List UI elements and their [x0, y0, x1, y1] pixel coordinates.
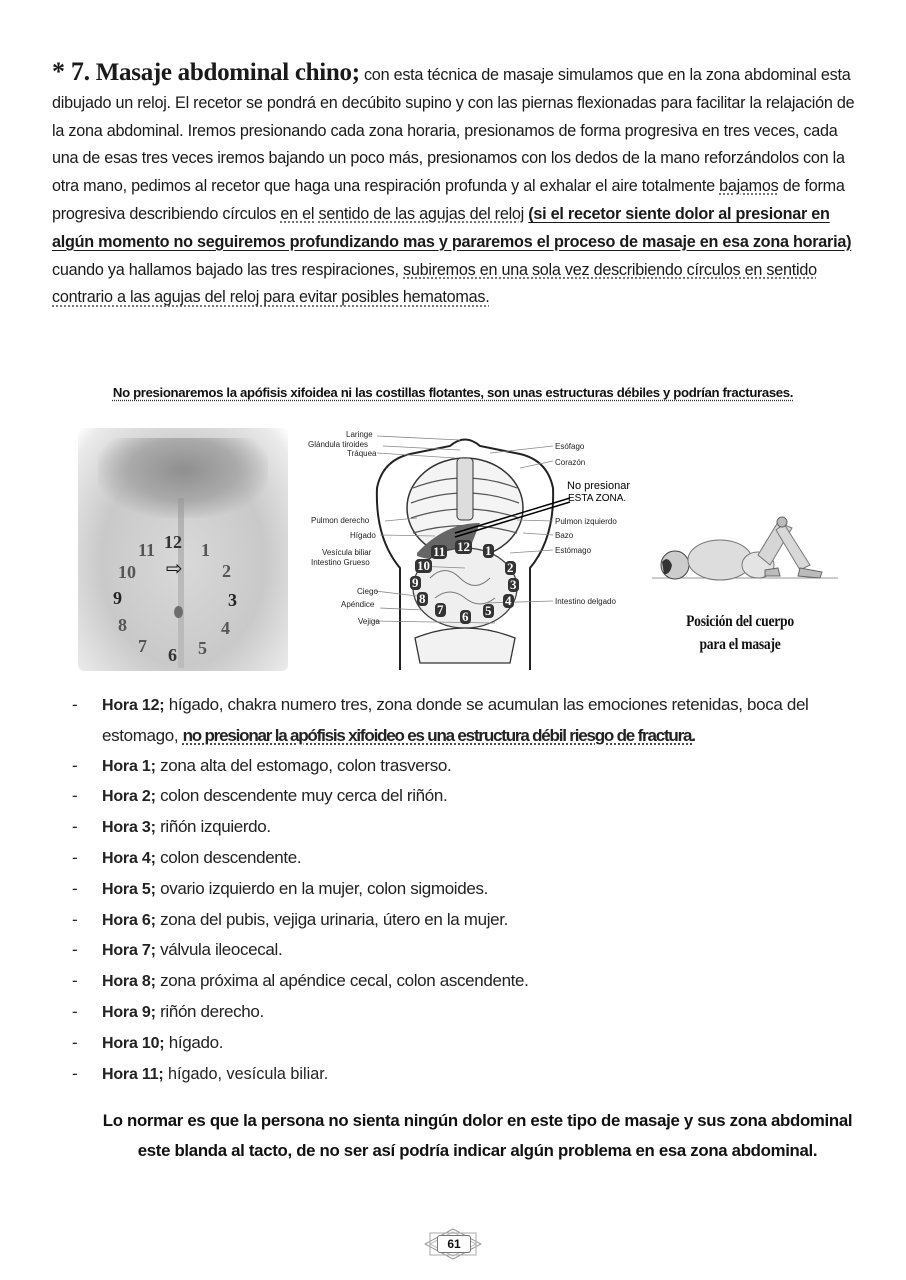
bullet-dash: - [72, 940, 78, 960]
hour-description: colon descendente muy cerca del riñón. [155, 786, 448, 806]
hour-description: ovario izquierdo en la mujer, colon sigmoides. [155, 878, 488, 898]
hour-warning: no presionar la apófisis xifoideo es una estructura débil riesgo de fractura. [182, 725, 695, 745]
intro-paragraph [52, 58, 862, 312]
hour-description: colon descendente. [155, 847, 302, 867]
anatomy-label: Bazo [555, 531, 574, 540]
anatomy-label: Glándula tiroides [308, 440, 369, 449]
bullet-dash: - [72, 786, 78, 806]
anatomy-label: Pulmon derecho [311, 516, 370, 525]
hour-label: Hora 9; [102, 1003, 156, 1021]
body-position-image [650, 510, 840, 595]
hour-label: Hora 12; [102, 697, 165, 714]
anatomy-clock-number: 12 [457, 539, 470, 554]
clock-number: 11 [138, 540, 156, 560]
anatomy-label: Laringe [346, 430, 373, 439]
intro-dotted-text: bajamos [719, 177, 779, 196]
clockwise-arrow-icon: ⇨ [166, 556, 183, 580]
list-item-hora-12 [72, 690, 862, 751]
intro-text: con esta técnica de masaje simulamos que en la zona abdominal esta dibujado un reloj. El recetor se pondrá en decúbito supino y con las piernas flexionadas para facilitar la relajación de la zona abdominal. Iremos presionando cada zona horaria, presionamos de forma progresiva en tres veces, cada una de esas tres veces iremos bajando un poco más, presionamos con los dedos de la mano reforzándolos con la otra mano, pedimos al recetor que haga una respiración profunda y al exhalar el aire totalmente [52, 66, 855, 196]
hour-description: válvula ileocecal. [155, 940, 283, 960]
anatomy-clock-number: 4 [505, 593, 512, 608]
anatomy-clock-number: 11 [433, 544, 446, 559]
list-item [72, 966, 862, 997]
clock-number: 3 [228, 590, 237, 610]
intro-text: de forma progresiva describiendo círculos [52, 177, 845, 223]
clock-number: 12 [164, 532, 182, 552]
section-heading [52, 59, 360, 86]
clock-number: 6 [168, 645, 177, 665]
list-item [72, 812, 862, 843]
hour-label: Hora 4; [102, 849, 156, 867]
anatomy-label: Apéndice [341, 600, 375, 609]
bullet-dash: - [72, 909, 78, 929]
clock-number: 10 [118, 562, 136, 582]
anatomy-clock-number: 5 [485, 603, 492, 618]
anatomy-label: Pulmon izquierdo [555, 517, 617, 526]
caption-line: Posición del cuerpo [686, 613, 794, 630]
intro-bold-warning: (si el recetor siente dolor al presionar en algún momento no seguiremos profundizando mas y pararemos el proceso de masaje en esa zona horaria) [52, 204, 852, 251]
hour-label: Hora 8; [102, 973, 156, 991]
anatomy-label: Ciego [357, 587, 378, 596]
hour-description: zona alta del estomago, colon trasverso. [155, 755, 452, 775]
anatomy-label: Vejiga [358, 617, 380, 626]
anatomy-clock-number: 9 [412, 575, 419, 590]
bullet-dash: - [72, 695, 78, 714]
list-item [72, 1028, 862, 1059]
caption-line: para el masaje [699, 636, 781, 653]
navel-shape [174, 606, 183, 618]
clock-number: 2 [222, 561, 231, 581]
clock-number: 9 [113, 588, 122, 608]
intro-dotted-text: sentido de las agujas del reloj [318, 204, 525, 223]
anatomy-label: Intestino delgado [555, 597, 616, 606]
anatomy-clock-number: 1 [485, 543, 492, 558]
anatomy-label: Corazón [555, 458, 586, 467]
anatomy-diagram [305, 428, 635, 670]
bullet-dash: - [72, 847, 78, 867]
hour-description: riñón derecho. [155, 1001, 264, 1021]
anatomy-clock-number: 6 [462, 609, 469, 624]
clock-number: 1 [201, 540, 210, 560]
bullet-dash: - [72, 817, 78, 837]
list-item [72, 997, 862, 1028]
clock-number: 7 [138, 636, 147, 656]
hours-list [72, 690, 862, 1089]
hour-label: Hora 5; [102, 880, 156, 898]
hour-description: hígado, chakra numero tres, zona donde se acumulan las emociones retenidas, boca del estomago, [102, 695, 809, 745]
anatomy-clock-number: 2 [507, 560, 514, 575]
reclining-figure-icon [650, 510, 840, 595]
hour-label: Hora 3; [102, 819, 156, 837]
anatomy-clock-number: 8 [419, 591, 426, 606]
list-item [72, 751, 862, 782]
bullet-dash: - [72, 878, 78, 898]
page-number: 61 [437, 1235, 471, 1253]
hour-label: Hora 7; [102, 942, 156, 960]
list-item [72, 781, 862, 812]
list-item [72, 905, 862, 936]
hour-description: riñón izquierdo. [155, 817, 271, 837]
warning-line: No presionaremos la apófisis xifoidea ni las costillas flotantes, son unas estructuras débiles y podrían fracturases. [112, 385, 794, 400]
anatomy-label: Vesícula biliar [322, 548, 372, 557]
anatomy-clock-number: 10 [417, 558, 430, 573]
hour-description: zona próxima al apéndice cecal, colon ascendente. [155, 971, 529, 991]
hour-label: Hora 1; [102, 757, 156, 775]
list-item [72, 874, 862, 905]
intro-text: cuando ya hallamos bajado las tres respiraciones, [52, 260, 404, 279]
hour-description: hígado, vesícula biliar. [163, 1064, 329, 1083]
hour-label: Hora 11; [102, 1065, 164, 1083]
anatomy-label: Estómago [555, 546, 592, 555]
list-item [72, 935, 862, 966]
clock-number: 5 [198, 638, 207, 658]
abdomen-clock-image [78, 428, 288, 671]
anatomy-clock-number: 3 [510, 577, 517, 592]
anatomy-warning: No presionar [567, 480, 630, 492]
bullet-dash: - [72, 1001, 78, 1021]
anatomy-label: Intestino Grueso [311, 558, 370, 567]
anatomy-label: Esófago [555, 442, 585, 451]
anatomy-label: Tráquea [347, 449, 377, 458]
hour-label: Hora 10; [102, 1034, 165, 1052]
bullet-dash: - [72, 1032, 78, 1052]
section-title: Masaje abdominal chino; [95, 59, 360, 86]
list-item [72, 1059, 862, 1090]
list-item [72, 843, 862, 874]
bullet-dash: - [72, 971, 78, 991]
clock-number: 8 [118, 615, 127, 635]
hour-label: Hora 6; [102, 911, 156, 929]
section-number: * 7. [52, 57, 90, 86]
hour-description: zona del pubis, vejiga urinaria, útero en la mujer. [155, 909, 508, 929]
hour-description: hígado. [164, 1032, 224, 1052]
hour-label: Hora 2; [102, 788, 156, 806]
closing-note: Lo normar es que la persona no sienta ningún dolor en este tipo de masaje y sus zona abdominal este blanda al tacto, de no ser así podría indicar algún problema en esa zona abdominal. [102, 1111, 853, 1160]
position-caption [664, 610, 817, 656]
anatomy-warning: ESTA ZONA. [568, 493, 627, 504]
linea-alba-shape [178, 498, 184, 668]
anatomy-clock-number: 7 [437, 602, 444, 617]
bullet-dash: - [72, 1063, 78, 1083]
clock-number: 4 [221, 618, 230, 638]
bullet-dash: - [72, 755, 78, 775]
intro-dotted-text: en el [280, 204, 315, 223]
anatomy-label: Hígado [350, 531, 376, 540]
intro-dotted-text: subiremos en una sola vez describiendo círculos en sentido contrario a las agujas del reloj para evitar posibles hematomas. [52, 260, 817, 307]
